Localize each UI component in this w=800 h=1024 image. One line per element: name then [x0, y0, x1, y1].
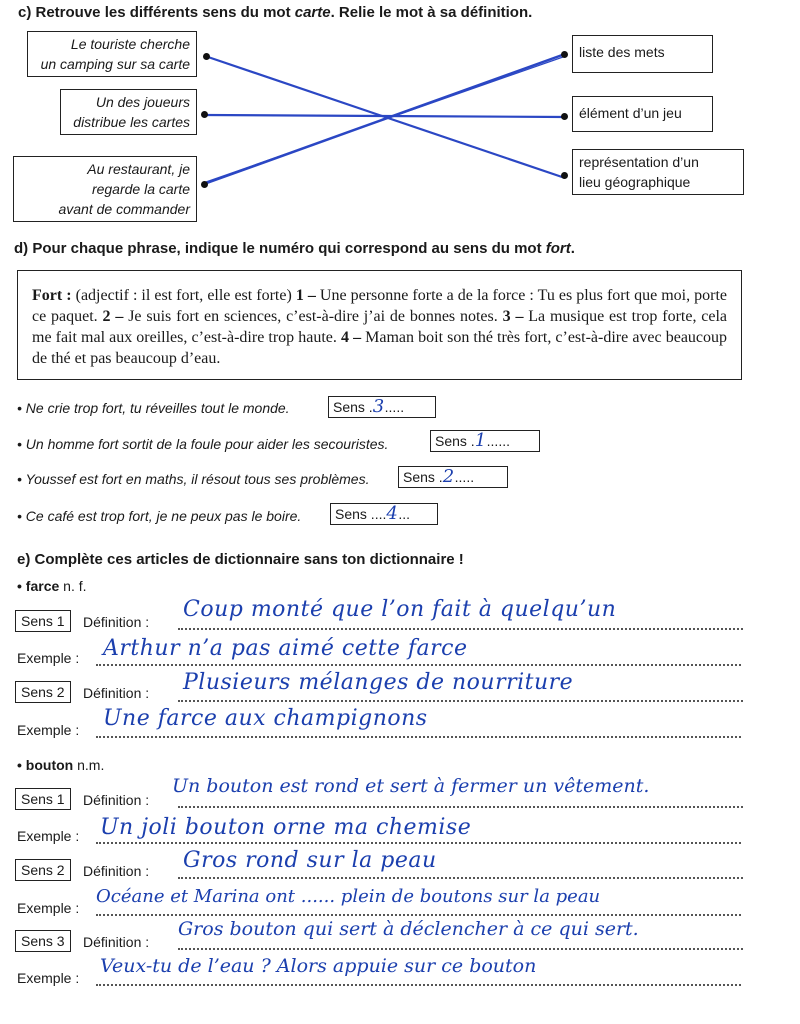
- bouton-sens2-ex-label: Exemple :: [17, 900, 80, 916]
- sens-answer-4[interactable]: [330, 503, 438, 525]
- left-dot-2[interactable]: [201, 111, 208, 118]
- bouton-sens2-def-line: [178, 877, 743, 879]
- sentence-1: • Ne crie trop fort, tu réveilles tout le monde.: [17, 400, 290, 416]
- sens-value: 3: [372, 396, 385, 417]
- sentence-4: • Ce café est trop fort, je ne peux pas le boire.: [17, 508, 302, 524]
- entry-pos: n. f.: [59, 578, 87, 594]
- bouton-sens2-def[interactable]: Gros rond sur la peau: [183, 848, 437, 873]
- def-num-3: 3 –: [502, 308, 524, 325]
- def-num-2: 2 –: [102, 308, 124, 325]
- right-box-2: [572, 96, 713, 132]
- left-box-1-line2: un camping sur sa carte: [40, 56, 190, 72]
- title-prefix: d) Pour chaque phrase, indique le numéro qui correspond au sens du mot: [14, 240, 546, 257]
- sens-tail: ......: [486, 433, 510, 449]
- bouton-sens3-tag: Sens 3: [15, 930, 71, 952]
- bouton-sens1-ex-line: [96, 842, 741, 844]
- sens-answer-3[interactable]: [398, 466, 508, 488]
- right-dot-1[interactable]: [561, 51, 568, 58]
- left-dot-3[interactable]: [201, 181, 208, 188]
- bouton-sens3-def[interactable]: Gros bouton qui sert à déclencher à ce qui sert.: [178, 918, 639, 940]
- def-num-4: 4 –: [340, 329, 362, 346]
- farce-sens1-def[interactable]: Coup monté que l’on fait à quelqu’un: [183, 597, 617, 622]
- left-box-3-line2: regarde la carte: [91, 181, 190, 197]
- title-suffix: . Relie le mot à sa définition.: [330, 4, 533, 21]
- entry-farce: [17, 578, 87, 594]
- definition-box: [17, 270, 742, 380]
- entry-word: • bouton: [17, 757, 74, 773]
- left-box-3-line1: Au restaurant, je: [87, 161, 190, 177]
- sentence-3: • Youssef est fort en maths, il résout tous ses problèmes.: [17, 471, 370, 487]
- right-box-1-line1: liste des mets: [579, 44, 665, 60]
- bouton-sens2-ex[interactable]: Océane et Marina ont ...... plein de boutons sur la peau: [96, 886, 601, 907]
- def-head: Fort :: [32, 287, 72, 304]
- bouton-sens1-def-line: [178, 806, 743, 808]
- sens-value: 1: [474, 430, 487, 451]
- title-word: carte: [294, 4, 331, 21]
- bouton-sens3-def-line: [178, 948, 743, 950]
- bouton-sens3-def-label: Définition :: [83, 934, 150, 950]
- left-box-2-line1: Un des joueurs: [95, 94, 190, 110]
- sens-label: Sens .: [435, 433, 475, 449]
- title-prefix: c) Retrouve les différents sens du mot: [18, 4, 295, 21]
- farce-sens2-ex-line: [96, 736, 741, 738]
- right-box-3-line2: lieu géographique: [579, 174, 691, 190]
- farce-sens2-def-line: [178, 700, 743, 702]
- right-dot-3[interactable]: [561, 172, 568, 179]
- farce-sens1-def-line: [178, 628, 743, 630]
- bouton-sens1-tag: Sens 1: [15, 788, 71, 810]
- farce-sens1-ex-label: Exemple :: [17, 650, 80, 666]
- bouton-sens1-ex-label: Exemple :: [17, 828, 80, 844]
- left-box-2-line2: distribue les cartes: [73, 114, 190, 130]
- left-box-3-line3: avant de commander: [58, 201, 190, 217]
- def-text-1: Une personne forte a de la force : Tu es plus fort que moi, porte ce paquet.: [32, 287, 728, 325]
- right-dot-2[interactable]: [561, 113, 568, 120]
- sens-tail: ...: [398, 506, 410, 522]
- sens-answer-2[interactable]: [430, 430, 540, 452]
- bouton-sens3-ex-line: [96, 984, 741, 986]
- sens-label: Sens .: [333, 399, 373, 415]
- title-suffix: .: [570, 240, 575, 257]
- farce-sens1-ex-line: [96, 664, 741, 666]
- sens-label: Sens ....: [335, 506, 387, 522]
- sens-label: Sens .: [403, 469, 443, 485]
- bouton-sens2-ex-line: [96, 914, 741, 916]
- def-num-1: 1 –: [295, 287, 316, 304]
- def-body: (adjectif : il est fort, elle est forte): [71, 287, 296, 304]
- farce-sens1-tag: Sens 1: [15, 610, 71, 632]
- section-d-title: [14, 240, 575, 257]
- def-text-4: Maman boit son thé très fort, c’est-à-dire avec beaucoup de thé et pas beaucoup d’eau.: [32, 329, 728, 367]
- left-box-3: [13, 156, 197, 222]
- farce-sens2-def[interactable]: Plusieurs mélanges de nourriture: [183, 670, 574, 695]
- section-e-title: e) Complète ces articles de dictionnaire sans ton dictionnaire !: [17, 551, 464, 568]
- farce-sens2-ex-label: Exemple :: [17, 722, 80, 738]
- bouton-sens2-tag: Sens 2: [15, 859, 71, 881]
- bouton-sens3-ex-label: Exemple :: [17, 970, 80, 986]
- right-box-2-line1: élément d’un jeu: [579, 105, 682, 121]
- left-box-1: [27, 31, 197, 77]
- def-text-3: La musique est trop forte, cela me fait mal aux oreilles, c’est-à-dire trop haute.: [32, 308, 728, 346]
- sens-tail: .....: [384, 399, 405, 415]
- sentence-2: • Un homme fort sortit de la foule pour aider les secouristes.: [17, 436, 389, 452]
- farce-sens2-tag: Sens 2: [15, 681, 71, 703]
- def-text-2: Je suis fort en sciences, c’est-à-dire j’ai de bonnes notes.: [123, 308, 503, 325]
- bouton-sens3-ex[interactable]: Veux-tu de l’eau ? Alors appuie sur ce bouton: [100, 955, 537, 977]
- right-box-3: [572, 149, 744, 195]
- entry-pos: n.m.: [73, 757, 105, 773]
- title-word: fort: [545, 240, 571, 257]
- sens-tail: .....: [454, 469, 475, 485]
- bouton-sens1-def[interactable]: Un bouton est rond et sert à fermer un vêtement.: [172, 775, 650, 797]
- left-box-2: [60, 89, 197, 135]
- entry-word: • farce: [17, 578, 60, 594]
- sens-answer-1[interactable]: [328, 396, 436, 418]
- bouton-sens1-def-label: Définition :: [83, 792, 150, 808]
- farce-sens1-def-label: Définition :: [83, 614, 150, 630]
- sens-value: 4: [386, 503, 399, 524]
- left-dot-1[interactable]: [203, 53, 210, 60]
- bouton-sens2-def-label: Définition :: [83, 863, 150, 879]
- farce-sens2-def-label: Définition :: [83, 685, 150, 701]
- entry-bouton: [17, 757, 104, 773]
- right-box-3-line1: représentation d’un: [579, 154, 699, 170]
- farce-sens2-ex[interactable]: Une farce aux champignons: [103, 706, 428, 731]
- farce-sens1-ex[interactable]: Arthur n’a pas aimé cette farce: [103, 636, 468, 661]
- left-box-1-line1: Le touriste cherche: [70, 36, 190, 52]
- bouton-sens1-ex[interactable]: Un joli bouton orne ma chemise: [100, 815, 472, 840]
- sens-value: 2: [442, 466, 455, 487]
- right-box-1: [572, 35, 713, 73]
